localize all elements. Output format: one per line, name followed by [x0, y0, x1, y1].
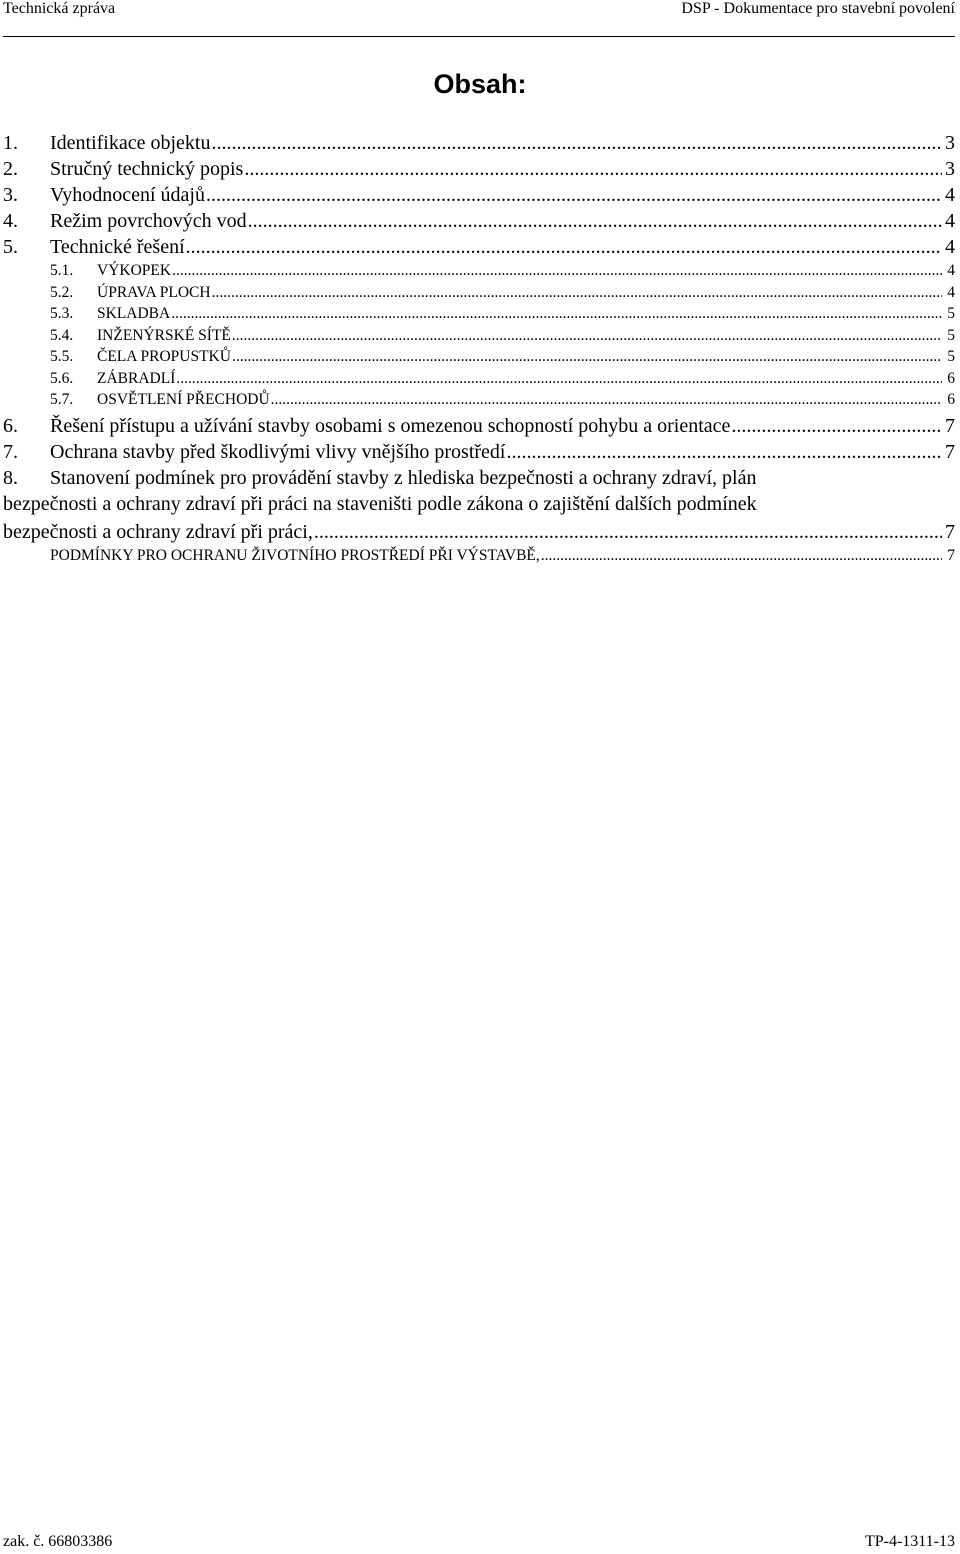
- toc-leader: [314, 519, 942, 545]
- toc-leader: [232, 325, 942, 347]
- toc-entry-number: 7.: [3, 440, 18, 463]
- toc-leader: [271, 389, 942, 411]
- toc-entry-number: 1.: [3, 132, 18, 154]
- toc-entry-6[interactable]: [3, 413, 955, 439]
- toc-leader: [731, 413, 942, 439]
- toc-entry-number: 5.3.: [50, 305, 74, 322]
- toc-entry-label: Stručný technický popis: [50, 158, 244, 180]
- toc-leader: [186, 234, 942, 260]
- header-document-type: Technická zpráva: [3, 0, 116, 17]
- page-header: [3, 0, 955, 37]
- toc-entry-page: 4: [947, 262, 955, 279]
- table-of-contents: [3, 130, 955, 566]
- footer-document-code: TP-4-1311-13: [864, 1533, 955, 1550]
- toc-entry-number: 5.5.: [50, 348, 74, 365]
- toc-entry-label: Ochrana stavby před škodlivými vlivy vnějšího prostředí: [50, 440, 506, 463]
- toc-entry-label: Identifikace objektu: [50, 132, 211, 154]
- toc-entry-label: SKLADBA: [97, 305, 171, 322]
- toc-title: Obsah:: [433, 69, 527, 99]
- footer-order-number: zak. č. 66803386: [3, 1533, 113, 1550]
- toc-leader: [176, 368, 942, 390]
- toc-entry-1[interactable]: [3, 130, 955, 156]
- toc-entry-label-line-3: bezpečnosti a ochrany zdraví při práci,: [3, 520, 313, 543]
- toc-entry-5-1[interactable]: [3, 260, 955, 282]
- toc-entry-5-7[interactable]: [3, 389, 955, 411]
- toc-entry-number: 5.1.: [50, 262, 74, 279]
- toc-leader: [212, 282, 942, 304]
- toc-entry-label: Technické řešení: [50, 236, 185, 258]
- toc-entry-label: ÚPRAVA PLOCH: [97, 283, 211, 301]
- toc-entry-5[interactable]: [3, 234, 955, 260]
- header-document-stage: DSP - Dokumentace pro stavební povolení: [681, 0, 955, 17]
- toc-entry-page: 7: [945, 414, 955, 437]
- toc-entry-number: 3.: [3, 184, 18, 206]
- toc-entry-3[interactable]: [3, 182, 955, 208]
- toc-entry-number: 8.: [3, 466, 18, 489]
- toc-leader: [244, 156, 942, 182]
- toc-entry-label: ZÁBRADLÍ: [97, 369, 176, 387]
- toc-leader: [248, 208, 942, 234]
- toc-entry-page: 3: [945, 158, 955, 180]
- toc-entry-number: 2.: [3, 158, 18, 180]
- toc-entry-5-2[interactable]: [3, 282, 955, 304]
- toc-entry-label: Řešení přístupu a užívání stavby osobami s omezenou schopností pohybu a orientace: [50, 414, 731, 437]
- toc-entry-page: 6: [947, 369, 955, 387]
- toc-entry-page: 6: [947, 391, 955, 408]
- toc-entry-label-line-2: bezpečnosti a ochrany zdraví při práci na staveništi podle zákona o zajištění dalších podmínek: [3, 492, 757, 515]
- toc-entry-page: 7: [945, 440, 955, 463]
- toc-entry-5-4[interactable]: [3, 325, 955, 347]
- toc-entry-label: ČELA PROPUSTKŮ: [97, 348, 231, 365]
- toc-entry-page: 5: [947, 326, 955, 344]
- toc-entry-label: Vyhodnocení údajů: [50, 184, 205, 206]
- toc-entry-label: INŽENÝRSKÉ SÍTĚ: [97, 326, 231, 344]
- toc-entry-number: 5.: [3, 236, 18, 258]
- toc-entry-page: 4: [945, 236, 955, 258]
- toc-entry-label-line-1: Stanovení podmínek pro provádění stavby z hlediska bezpečnosti a ochrany zdraví, plán: [50, 466, 757, 489]
- toc-entry-label: PODMÍNKY PRO OCHRANU ŽIVOTNÍHO PROSTŘEDÍ PŘI VÝSTAVBĚ,: [50, 546, 540, 564]
- toc-entry-page: 7: [945, 520, 955, 543]
- toc-leader: [172, 260, 942, 282]
- toc-entry-4[interactable]: [3, 208, 955, 234]
- toc-leader: [206, 182, 942, 208]
- toc-entry-page: 4: [947, 283, 955, 301]
- toc-leader: [541, 545, 942, 567]
- toc-entry-number: 4.: [3, 210, 18, 232]
- toc-entry-page: 5: [947, 348, 955, 365]
- toc-entry-page: 4: [945, 184, 955, 206]
- toc-entry-7[interactable]: [3, 439, 955, 465]
- toc-entry-label: Režim povrchových vod: [50, 210, 247, 232]
- toc-entry-label: VÝKOPEK: [97, 262, 172, 279]
- toc-entry-page: 5: [947, 305, 955, 322]
- toc-entry-9[interactable]: [3, 545, 955, 567]
- toc-entry-8[interactable]: [3, 465, 955, 545]
- toc-leader: [171, 303, 942, 325]
- toc-entry-number: 5.2.: [50, 283, 74, 301]
- toc-leader: [212, 130, 943, 156]
- toc-entry-5-6[interactable]: [3, 368, 955, 390]
- toc-leader: [506, 439, 942, 465]
- toc-entry-page: 4: [945, 210, 955, 232]
- toc-entry-5-3[interactable]: [3, 303, 955, 325]
- toc-entry-2[interactable]: [3, 156, 955, 182]
- toc-entry-number: 5.7.: [50, 391, 74, 408]
- toc-entry-number: 5.6.: [50, 369, 74, 387]
- toc-entry-5-5[interactable]: [3, 346, 955, 368]
- toc-entry-number: 6.: [3, 414, 18, 437]
- toc-entry-number: 5.4.: [50, 326, 74, 344]
- toc-entry-page: 3: [945, 132, 955, 154]
- toc-leader: [232, 346, 942, 368]
- toc-entry-page: 7: [947, 546, 955, 564]
- toc-entry-label: OSVĚTLENÍ PŘECHODŮ: [97, 391, 270, 408]
